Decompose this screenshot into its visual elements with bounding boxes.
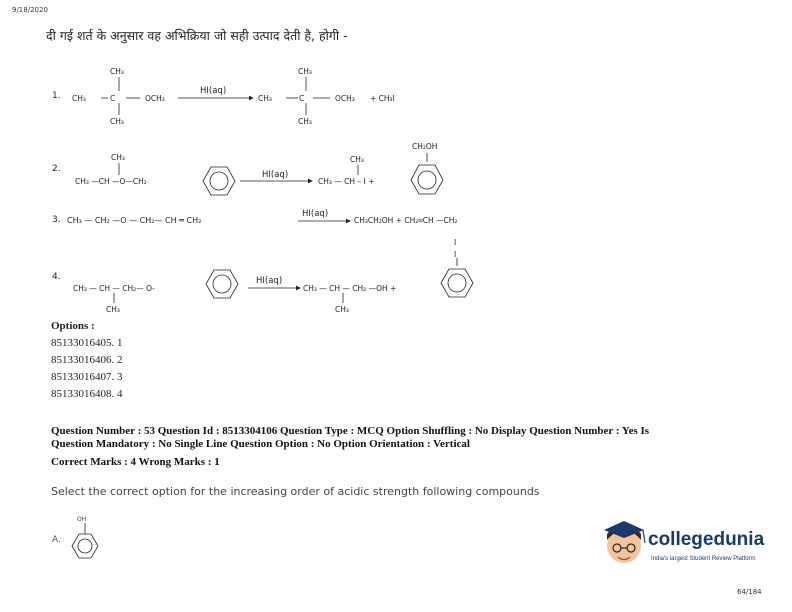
chem-label: CH₃	[258, 94, 272, 103]
chem-label: CH₃ —CH —O—CH₂	[75, 177, 147, 186]
reagent-label: HI(aq)	[262, 170, 289, 180]
reagent-label: HI(aq)	[302, 209, 329, 219]
question-meta-line-1: Question Number : 53 Question Id : 8513304106 Question Type : MCQ Option Shuffling : No Display Question Number : Yes Is	[51, 425, 650, 437]
question-marks: Correct Marks : 4 Wrong Marks : 1	[51, 456, 220, 468]
print-date: 9/18/2020	[12, 6, 48, 14]
reaction-2-number: 2.	[52, 164, 61, 174]
brand-name: collegedunia	[648, 529, 765, 550]
chem-label: CH₃	[111, 153, 125, 162]
chem-label: CH₃	[298, 117, 312, 126]
question-meta-line-2: Question Mandatory : No Single Line Question Option : No Option Orientation : Vertical	[51, 438, 470, 450]
benzene-ring-icon	[203, 167, 235, 195]
reaction-3-number: 3.	[52, 215, 61, 225]
chem-label: CH₃	[298, 67, 312, 76]
next-question-text: Select the correct option for the increasing order of acidic strength following compounds	[51, 485, 540, 498]
page-counter: 64/184	[737, 588, 762, 596]
chem-label: CH₃ — CH — CH₂ —OH +	[303, 284, 397, 293]
chem-label: C	[299, 94, 305, 103]
option-item[interactable]: 85133016405. 1	[51, 337, 123, 349]
phenol-ring-icon	[72, 534, 98, 558]
chem-label: + CH₃I	[370, 94, 395, 103]
option-a-label[interactable]: A.	[52, 535, 61, 545]
chem-label: I	[454, 250, 457, 259]
chem-label: CH₂OH	[412, 142, 438, 151]
chem-label: C	[110, 94, 116, 103]
collegedunia-logo-icon	[604, 521, 645, 563]
chem-label: CH₃CH₂OH + CH₂═CH —CH₂	[354, 216, 458, 225]
reagent-label: HI(aq)	[256, 276, 283, 286]
chem-label: CH₃	[72, 94, 86, 103]
chem-label: CH₃ — CH — CH₂— O-	[73, 284, 155, 293]
chem-label: CH₃	[335, 305, 349, 314]
chem-label: CH₃ — CH – I +	[318, 177, 375, 186]
options-title: Options :	[51, 320, 95, 332]
chem-label: CH₃	[110, 117, 124, 126]
chem-label: CH₃ — CH₂ —O — CH₂— CH ═ CH₂	[67, 216, 202, 225]
chem-label: OCH₃	[335, 94, 355, 103]
chem-label: I	[454, 238, 457, 247]
chem-label: CH₃	[110, 67, 124, 76]
reagent-label: HI(aq)	[200, 86, 227, 96]
brand-tagline: India's largest Student Review Platform	[651, 556, 756, 562]
reaction-4-number: 4.	[52, 272, 61, 282]
question-text: दी गई शर्त के अनुसार वह अभिक्रिया जो सही उत्पाद देती है, होगी -	[46, 28, 348, 43]
chem-label: CH₃	[106, 305, 120, 314]
benzene-ring-icon	[411, 165, 443, 194]
chem-label: OCH₃	[145, 94, 165, 103]
option-item[interactable]: 85133016406. 2	[51, 354, 123, 366]
oh-label: OH	[77, 516, 87, 523]
chem-label: CH₃	[350, 155, 364, 164]
option-item[interactable]: 85133016408. 4	[51, 388, 123, 400]
benzene-ring-icon	[206, 270, 238, 298]
option-item[interactable]: 85133016407. 3	[51, 371, 123, 383]
reaction-1-number: 1.	[52, 91, 61, 101]
benzene-ring-icon	[441, 269, 473, 297]
